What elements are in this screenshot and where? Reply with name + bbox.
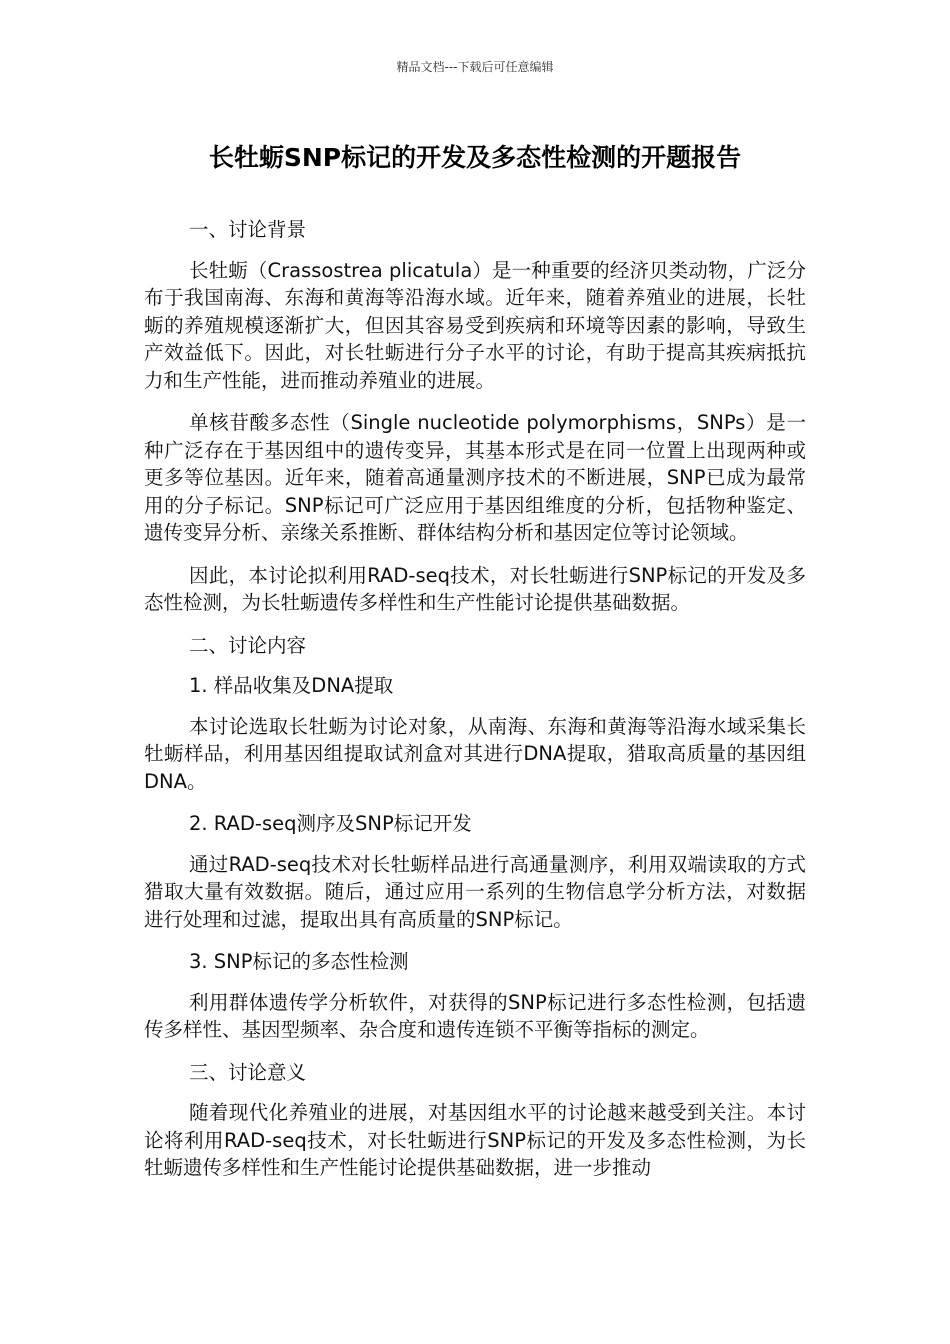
paragraph-background-snp: 单核苷酸多态性（Single nucleotide polymorphisms，SNPs）是一种广泛存在于基因组中的遗传变异，其基本形式是在同一位置上出现两种或更多等位基因。近年来，随着高通量测序技术的不断进展，SNP已成为最常用的分子标记。SNP标记可广泛应用于基因组维度的分析，包括物种鉴定、遗传变异分析、亲缘关系推断、群体结构分析和基因定位等讨论领域。: [144, 411, 806, 544]
paragraph-background-oyster: 长牡蛎（Crassostrea plicatula）是一种重要的经济贝类动物，广泛分布于我国南海、东海和黄海等沿海水域。近年来，随着养殖业的进展，长牡蛎的养殖规模逐渐扩大，但因其容易受到疾病和环境等因素的影响，导致生产效益低下。因此，对长牡蛎进行分子水平的讨论，有助于提高其疾病抵抗力和生产性能，进而推动养殖业的进展。: [144, 258, 806, 392]
subsection-heading-sampling: 1. 样品收集及DNA提取: [189, 674, 394, 697]
document-title: 长牡蛎SNP标记的开发及多态性检测的开题报告: [208, 143, 742, 172]
section-heading-content: 二、讨论内容: [189, 633, 307, 657]
section-heading-background: 一、讨论背景: [189, 218, 307, 241]
paragraph-sampling: 本讨论选取长牡蛎为讨论对象，从南海、东海和黄海等沿海水域采集长牡蛎样品，利用基因组提取试剂盒对其进行DNA提取，猎取高质量的基因组DNA。: [144, 714, 806, 793]
paragraph-background-aim: 因此，本讨论拟利用RAD-seq技术，对长牡蛎进行SNP标记的开发及多态性检测，为长牡蛎遗传多样性和生产性能讨论提供基础数据。: [144, 563, 806, 614]
document-body: [144, 216, 806, 1197]
section-heading-significance: 三、讨论意义: [189, 1060, 307, 1084]
subsection-heading-sequencing: 2. RAD-seq测序及SNP标记开发: [189, 812, 472, 835]
paragraph-polymorphism: 利用群体遗传学分析软件，对获得的SNP标记进行多态性检测，包括遗传多样性、基因型频率、杂合度和遗传连锁不平衡等指标的测定。: [144, 990, 806, 1041]
paragraph-significance: 随着现代化养殖业的进展，对基因组水平的讨论越来越受到关注。本讨论将利用RAD-seq技术，对长牡蛎进行SNP标记的开发及多态性检测，为长牡蛎遗传多样性和生产性能讨论提供基础数据，进一步推动: [144, 1101, 806, 1179]
subsection-heading-polymorphism: 3. SNP标记的多态性检测: [189, 950, 409, 973]
paragraph-sequencing: 通过RAD-seq技术对长牡蛎样品进行高通量测序，利用双端读取的方式猎取大量有效数据。随后，通过应用一系列的生物信息学分析方法，对数据进行处理和过滤，提取出具有高质量的SNP标记。: [144, 852, 806, 931]
page-header-note: 精品文档---下载后可任意编辑: [396, 60, 554, 74]
